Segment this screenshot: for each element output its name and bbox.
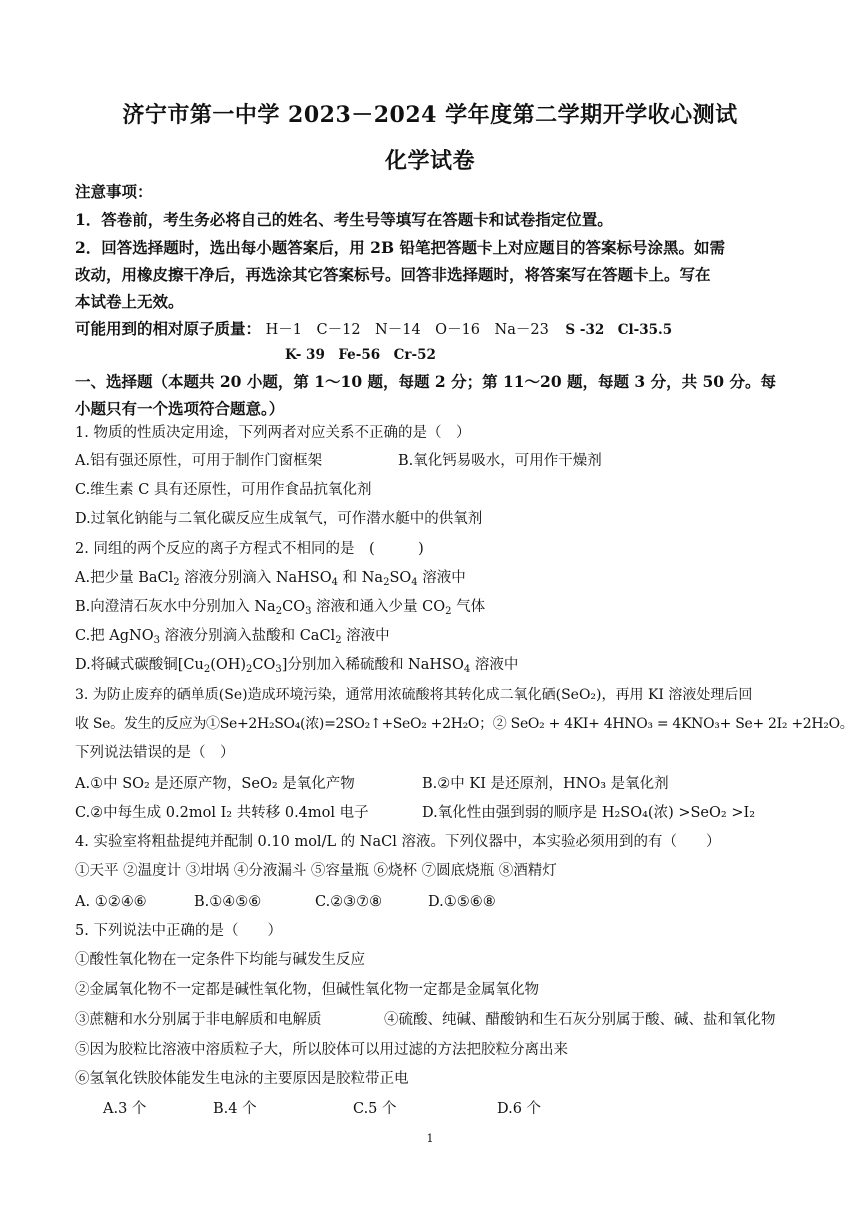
atomic-masses-values: H－1 C－12 N－14 O－16 Na－23	[265, 322, 549, 338]
atomic-masses-line1	[75, 320, 795, 339]
q2-option-b: B.向澄清石灰水中分别加入 $Na_2CO_3$ 溶液和通入少量 $CO_2$ 气体	[75, 599, 486, 617]
q5-option-a: A.3 个	[103, 1101, 147, 1117]
notice-item-2-line3: 本试卷上无效。	[75, 292, 184, 311]
q5-option-c: C.5 个	[353, 1101, 397, 1117]
q5-statement-3: ③蔗糖和水分别属于非电解质和电解质	[75, 1012, 322, 1028]
q5-option-d: D.6 个	[497, 1101, 542, 1117]
q5-statement-2: ②金属氧化物不一定都是碱性氧化物，但碱性氧化物一定都是金属氧化物	[75, 982, 539, 998]
q3-stem-line2: 收 Se。发生的反应为①Se+2H₂SO₄(浓)=2SO₂↑+SeO₂ +2H₂O；② SeO₂ + 4KI+ 4HNO₃ = 4KNO₃+ Se+ 2I₂ +2H₂O。	[75, 716, 854, 732]
q1-option-d: D.过氧化钠能与二氧化碳反应生成氧气，可作潜水艇中的供氧剂	[75, 511, 483, 527]
q3-stem-line3: 下列说法错误的是（ ）	[75, 745, 235, 761]
notice-item-2-line1: 2．回答选择题时，选出每小题答案后，用 2B 铅笔把答题卡上对应题目的答案标号涂黑。如需	[75, 238, 725, 257]
q3-option-a: A.①中 SO₂ 是还原产物，SeO₂ 是氧化产物	[75, 776, 355, 792]
exam-subject: 化学试卷	[384, 148, 475, 174]
notice-heading: 注意事项：	[75, 182, 153, 201]
q3-option-b: B.②中 KI 是还原剂，HNO₃ 是氧化剂	[422, 776, 669, 792]
q2-option-c: C.把 AgNO$_3$ 溶液分别滴入盐酸和 CaCl$_2$ 溶液中	[75, 628, 390, 646]
q2-option-a: A.把少量 BaCl$_2$ 溶液分别滴入 NaHSO$_4$ 和 $Na_2SO_4$ 溶液中	[75, 570, 466, 588]
q4-stem: 4. 实验室将粗盐提纯并配制 0.10 mol/L 的 NaCl 溶液。下列仪器中，本实验必须用到的有（ ）	[75, 834, 721, 850]
q2-option-d: D.将碱式碳酸铜$[Cu_2(OH)_2CO_3]$分别加入稀硫酸和 NaHSO$_4$ 溶液中	[75, 657, 519, 675]
section-heading-line1: 一、选择题（本题共 20 小题，第 1～10 题，每题 2 分；第 11～20 题，每题 3 分，共 50 分。每	[75, 372, 776, 391]
q4-option-b: B.①④⑤⑥	[194, 894, 262, 910]
q5-statement-1: ①酸性氧化物在一定条件下均能与碱发生反应	[75, 952, 365, 968]
q5-statement-4: ④硫酸、纯碱、醋酸钠和生石灰分别属于酸、碱、盐和氧化物	[384, 1012, 776, 1028]
atomic-masses-label: 可能用到的相对原子质量：	[75, 319, 262, 338]
q3-stem-line1: 3. 为防止废弃的硒单质(Se)造成环境污染，通常用浓硫酸将其转化成二氧化硒(SeO₂)，再用 KI 溶液处理后回	[75, 687, 753, 703]
q1-option-a: A.铝有强还原性，可用于制作门窗框架	[75, 453, 323, 469]
page-number: 1	[426, 1132, 434, 1145]
q1-option-b: B.氧化钙易吸水，可用作干燥剂	[398, 453, 602, 469]
q5-option-b: B.4 个	[213, 1101, 257, 1117]
q4-option-c: C.②③⑦⑧	[315, 894, 383, 910]
q3-option-c: C.②中每生成 0.2mol I₂ 共转移 0.4mol 电子	[75, 805, 369, 821]
notice-item-2-line2: 改动，用橡皮擦干净后，再选涂其它答案标号。回答非选择题时，将答案写在答题卡上。写在	[75, 265, 711, 284]
q3-option-d: D.氧化性由强到弱的顺序是 H₂SO₄(浓) >SeO₂ >I₂	[422, 805, 756, 821]
exam-title: 济宁市第一中学 2023－2024 学年度第二学期开学收心测试	[122, 102, 738, 128]
q1-option-c: C.维生素 C 具有还原性，可用作食品抗氧化剂	[75, 482, 372, 498]
section-heading-line2: 小题只有一个选项符合题意。）	[75, 399, 285, 418]
q2-stem: 2. 同组的两个反应的离子方程式不相同的是 ( )	[75, 541, 424, 557]
q5-statement-6: ⑥氢氧化铁胶体能发生电泳的主要原因是胶粒带正电	[75, 1071, 409, 1087]
atomic-masses-values-bold: S -32 Cl-35.5	[565, 322, 673, 338]
atomic-masses-line2: K- 39 Fe-56 Cr-52	[285, 347, 436, 363]
notice-item-1: 1．答卷前，考生务必将自己的姓名、考生号等填写在答题卡和试卷指定位置。	[75, 210, 613, 229]
q1-stem: 1. 物质的性质决定用途，下列两者对应关系不正确的是（ ）	[75, 425, 471, 441]
q4-option-d: D.①⑤⑥⑧	[428, 894, 496, 910]
q4-option-a: A. ①②④⑥	[75, 894, 147, 910]
q5-stem: 5. 下列说法中正确的是（ ）	[75, 923, 282, 939]
q4-items: ①天平 ②温度计 ③坩埚 ④分液漏斗 ⑤容量瓶 ⑥烧杯 ⑦圆底烧瓶 ⑧酒精灯	[75, 863, 557, 879]
q5-statement-5: ⑤因为胶粒比溶液中溶质粒子大，所以胶体可以用过滤的方法把胶粒分离出来	[75, 1042, 568, 1058]
